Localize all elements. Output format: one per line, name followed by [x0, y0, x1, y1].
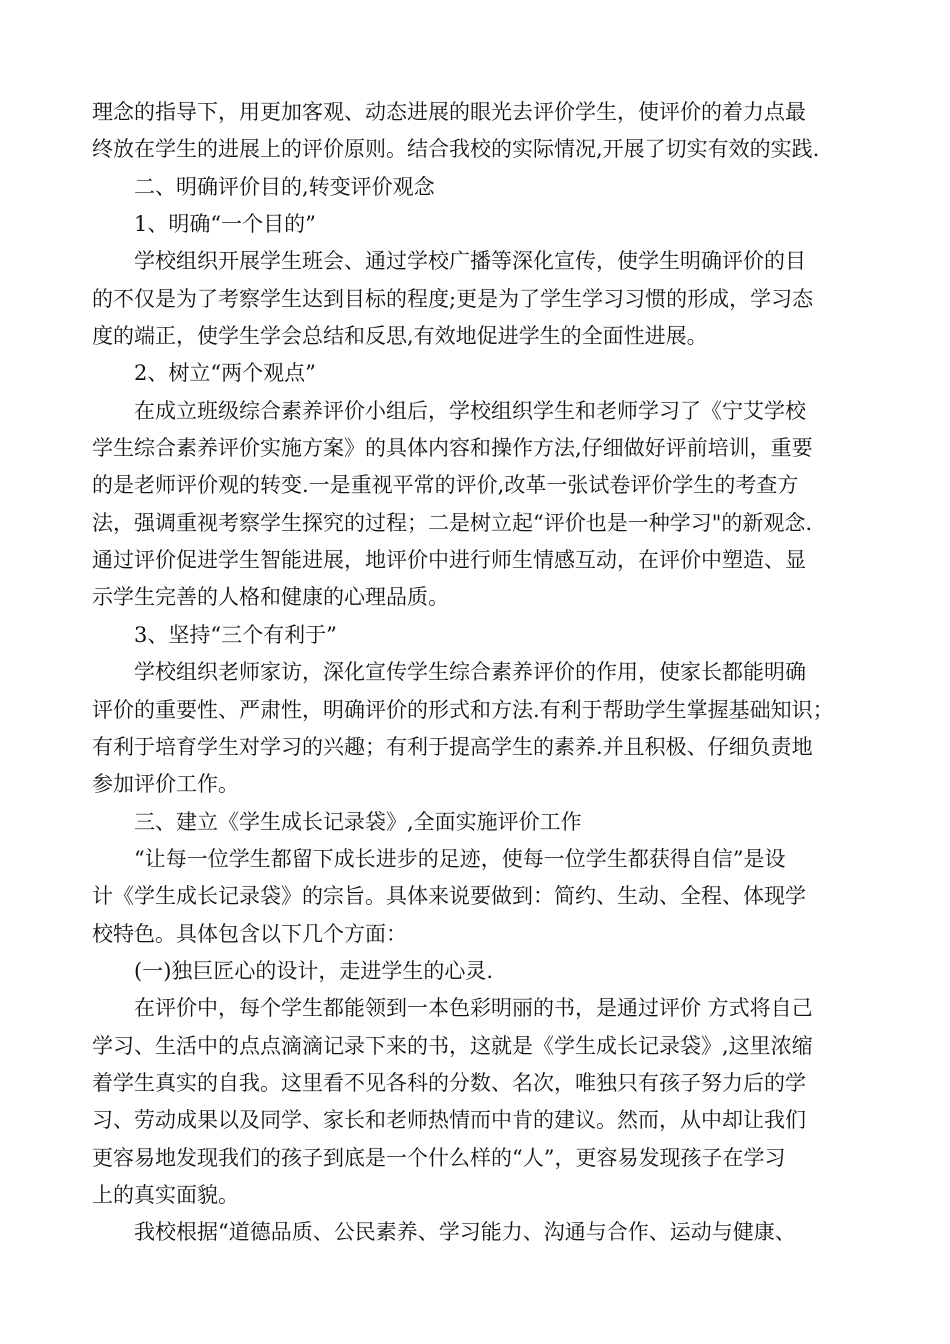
document-body	[92, 94, 872, 1252]
text-line: 习、劳动成果以及同学、家长和老师热情而中肯的建议。然而，从中却让我们	[92, 1108, 806, 1133]
text-line: “让每一位学生都留下成长进步的足迹，使每一位学生都获得自信”是设	[134, 846, 786, 871]
subsection-heading: 2、树立“两个观点”	[134, 361, 316, 386]
text-line: 学生综合素养评价实施方案》的具体内容和操作方法,仔细做好评前培训，重要	[92, 436, 813, 461]
text-line: 学校组织老师家访，深化宣传学生综合素养评价的作用，使家长都能明确	[134, 660, 806, 685]
subsection-heading: (一)独巨匠心的设计，走进学生的心灵.	[134, 958, 494, 983]
subsection-heading: 3、坚持“三个有利于”	[134, 622, 337, 647]
section-heading: 三、建立《学生成长记录袋》,全面实施评价工作	[134, 809, 582, 834]
text-line: 度的端正，使学生学会总结和反思,有效地促进学生的全面性进展。	[92, 324, 708, 349]
text-line: 示学生完善的人格和健康的心理品质。	[92, 585, 449, 610]
text-line: 参加评价工作。	[92, 772, 239, 797]
text-line: 通过评价促进学生智能进展，地评价中进行师生情感互动，在评价中塑造、显	[92, 548, 806, 573]
text-line: 在成立班级综合素养评价小组后，学校组织学生和老师学习了《宁艾学校	[134, 398, 806, 423]
text-line: 法，强调重视考察学生探究的过程；二是树立起“评价也是一种学习"的新观念.	[92, 510, 813, 535]
subsection-heading: 1、明确“一个目的”	[134, 212, 316, 237]
text-line: 有利于培育学生对学习的兴趣；有利于提高学生的素养.并且积极、仔细负责地	[92, 734, 813, 759]
text-line: 更容易地发现我们的孩子到底是一个什么样的“人”，更容易发现孩子在学习	[92, 1145, 786, 1170]
text-line: 我校根据“道德品质、公民素养、学习能力、沟通与合作、运动与健康、	[134, 1220, 796, 1245]
text-line: 终放在学生的进展上的评价原则。结合我校的实际情况,开展了切实有效的实践.	[92, 137, 820, 162]
text-line: 理念的指导下，用更加客观、动态进展的眼光去评价学生，使评价的着力点最	[92, 100, 806, 124]
text-line: 的是老师评价观的转变.一是重视平常的评价,改革一张试卷评价学生的考查方	[92, 473, 799, 498]
text-line: 评价的重要性、严肃性，明确评价的形式和方法.有利于帮助学生掌握基础知识；	[92, 697, 834, 722]
text-line: 上的真实面貌。	[92, 1182, 239, 1207]
text-line: 学习、生活中的点点滴滴记录下来的书，这就是《学生成长记录袋》,这里浓缩	[92, 1033, 813, 1058]
text-line: 着学生真实的自我。这里看不见各科的分数、名次，唯独只有孩子努力后的学	[92, 1070, 806, 1095]
section-heading: 二、明确评价目的,转变评价观念	[134, 174, 435, 199]
text-line: 计《学生成长记录袋》的宗旨。具体来说要做到：简约、生动、全程、体现学	[92, 884, 806, 909]
text-line: 校特色。具体包含以下几个方面：	[92, 921, 407, 946]
text-line: 在评价中，每个学生都能领到一本色彩明丽的书，是通过评价 方式将自己	[134, 996, 813, 1021]
text-line: 的不仅是为了考察学生达到目标的程度;更是为了学生学习习惯的形成，学习态	[92, 286, 814, 311]
text-line: 学校组织开展学生班会、通过学校广播等深化宣传，使学生明确评价的目	[134, 249, 806, 274]
